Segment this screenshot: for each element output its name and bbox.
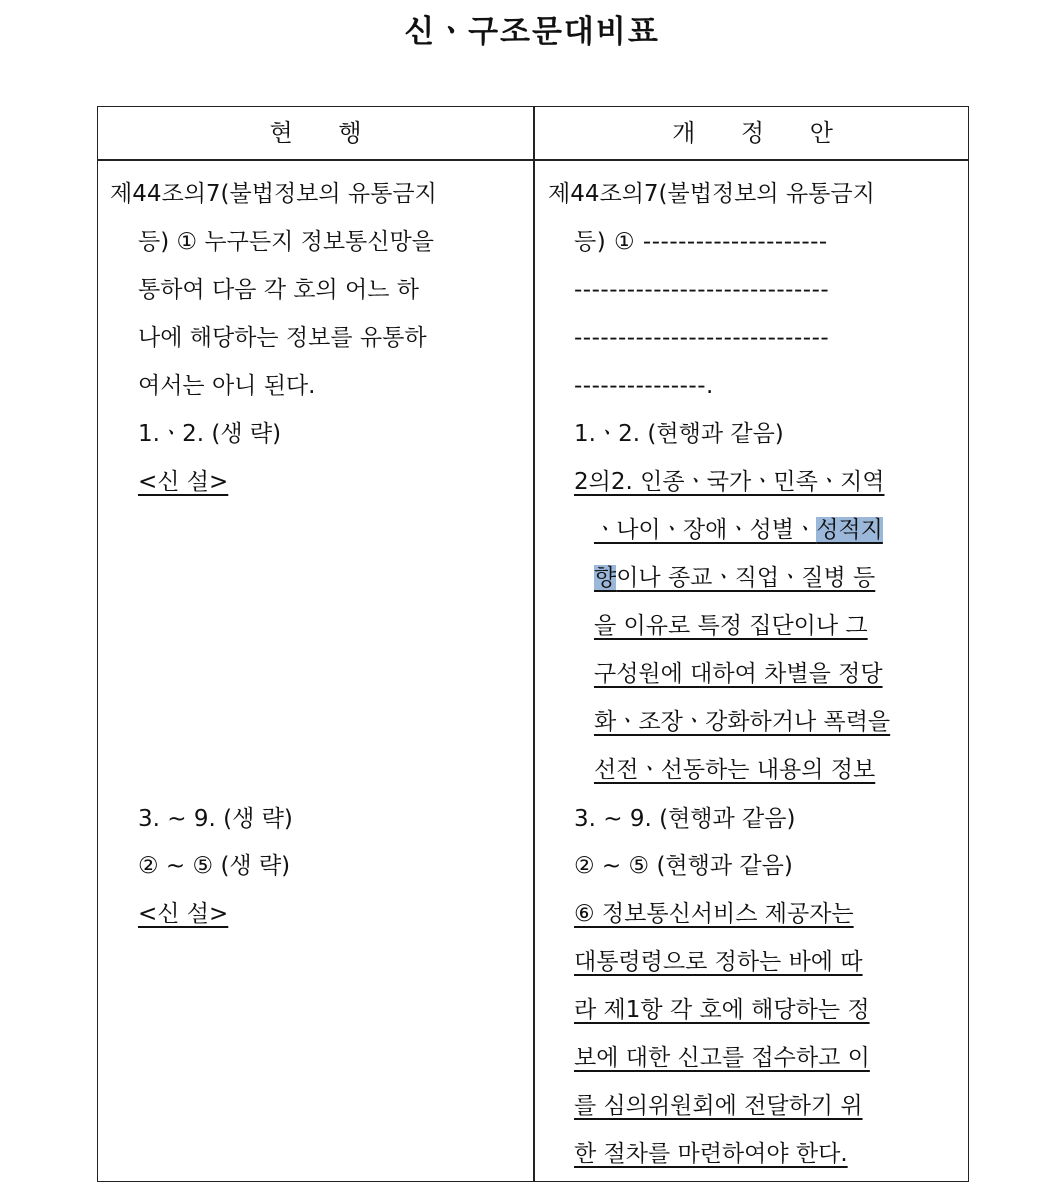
proposed-item-2-2-line-1: 2의2. 인종ㆍ국가ㆍ민족ㆍ지역 <box>574 469 885 495</box>
current-items-1-2: 1.ㆍ2. (생 략) <box>138 421 282 447</box>
page-title: 신ㆍ구조문대비표 <box>404 14 660 50</box>
proposed-para-6-line-2: 대통령령으로 정하는 바에 따 <box>574 949 863 975</box>
proposed-para-6-line-4: 보에 대한 신고를 접수하고 이 <box>574 1045 870 1071</box>
proposed-para-6-line-1: ⑥ 정보통신서비스 제공자는 <box>574 901 854 927</box>
current-article-line-2: 등) ① 누구든지 정보통신망을 <box>138 229 434 255</box>
proposed-para-6-line-3: 라 제1항 각 호에 해당하는 정 <box>574 997 870 1023</box>
proposed-article-line-2: 등) ① --------------------- <box>574 229 828 255</box>
current-paras-2-5: ② ~ ⑤ (생 략) <box>138 853 291 879</box>
header-divider <box>98 159 968 161</box>
proposed-items-3-9: 3. ~ 9. (현행과 같음) <box>574 806 796 832</box>
proposed-article-line-3: ----------------------------- <box>574 277 830 303</box>
current-items-3-9: 3. ~ 9. (생 략) <box>138 806 293 832</box>
current-article-line-3: 통하여 다음 각 호의 어느 하 <box>138 277 419 303</box>
header-current: 현 행 <box>269 119 362 147</box>
current-article-line-4: 나에 해당하는 정보를 유통하 <box>138 325 427 351</box>
current-new-marker-1: <신 설> <box>138 469 229 495</box>
proposed-para-6-line-6: 한 절차를 마련하여야 한다. <box>574 1141 848 1167</box>
proposed-paras-2-5: ② ~ ⑤ (현행과 같음) <box>574 853 793 879</box>
proposed-item-2-2-line-4: 을 이유로 특정 집단이나 그 <box>594 613 868 639</box>
proposed-items-1-2: 1.ㆍ2. (현행과 같음) <box>574 421 784 447</box>
proposed-article-line-1: 제44조의7(불법정보의 유통금지 <box>548 181 875 207</box>
proposed-item-2-2-line-2 <box>594 515 883 545</box>
proposed-article-line-4: ----------------------------- <box>574 325 830 351</box>
header-proposed: 개 정 안 <box>672 119 833 147</box>
highlighted-text: 향 <box>594 565 617 591</box>
proposed-article-line-5: ---------------. <box>574 373 714 399</box>
proposed-item-2-2-line-5: 구성원에 대하여 차별을 정당 <box>594 661 883 687</box>
current-article-line-5: 여서는 아니 된다. <box>138 373 316 399</box>
proposed-item-2-2-line-3 <box>594 563 875 593</box>
proposed-item-2-2-line-7: 선전ㆍ선동하는 내용의 정보 <box>594 757 876 783</box>
highlighted-text: 성적지 <box>816 517 883 543</box>
column-divider <box>533 107 535 1181</box>
current-new-marker-2: <신 설> <box>138 901 229 927</box>
proposed-para-6-line-5: 를 심의위원회에 전달하기 위 <box>574 1093 863 1119</box>
current-article-line-1: 제44조의7(불법정보의 유통금지 <box>110 181 437 207</box>
comparison-table <box>97 106 969 1182</box>
item-2-2-line-2-text: ㆍ나이ㆍ장애ㆍ성별ㆍ <box>594 517 817 543</box>
item-2-2-line-3-text: 이나 종교ㆍ직업ㆍ질병 등 <box>616 565 876 591</box>
proposed-item-2-2-line-6: 화ㆍ조장ㆍ강화하거나 폭력을 <box>594 709 891 735</box>
